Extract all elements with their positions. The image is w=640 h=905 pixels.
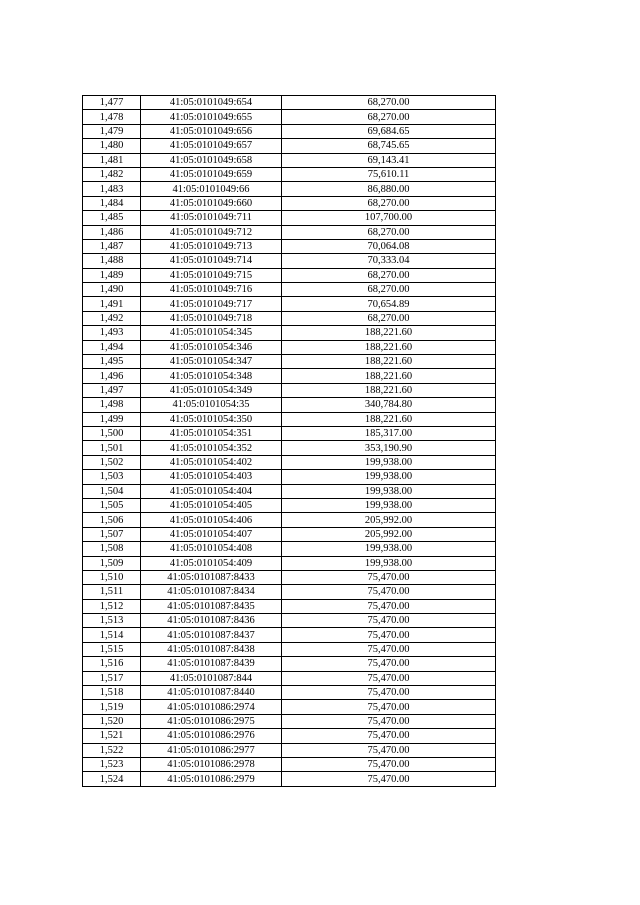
table-row <box>83 757 496 771</box>
value-cell: 205,992.00 <box>282 513 496 527</box>
cadastral-number-cell: 41:05:0101087:8437 <box>141 628 282 642</box>
cadastral-number-cell: 41:05:0101087:8436 <box>141 614 282 628</box>
value-cell: 199,938.00 <box>282 470 496 484</box>
value-cell: 75,470.00 <box>282 628 496 642</box>
row-number-cell: 1,512 <box>83 599 141 613</box>
value-cell: 75,470.00 <box>282 772 496 786</box>
cadastral-number-cell: 41:05:0101049:655 <box>141 110 282 124</box>
table-body <box>83 96 496 787</box>
table-row <box>83 182 496 196</box>
row-number-cell: 1,492 <box>83 311 141 325</box>
cadastral-number-cell: 41:05:0101087:8439 <box>141 657 282 671</box>
cadastral-number-cell: 41:05:0101049:714 <box>141 254 282 268</box>
value-cell: 188,221.60 <box>282 369 496 383</box>
cadastral-number-cell: 41:05:0101086:2976 <box>141 729 282 743</box>
value-cell: 75,470.00 <box>282 714 496 728</box>
table-row <box>83 513 496 527</box>
row-number-cell: 1,518 <box>83 686 141 700</box>
row-number-cell: 1,489 <box>83 268 141 282</box>
table-row <box>83 642 496 656</box>
cadastral-number-cell: 41:05:0101049:66 <box>141 182 282 196</box>
table-row <box>83 211 496 225</box>
table-row <box>83 196 496 210</box>
table-row <box>83 628 496 642</box>
cadastral-number-cell: 41:05:0101086:2977 <box>141 743 282 757</box>
table-row <box>83 714 496 728</box>
table-row <box>83 772 496 786</box>
value-cell: 75,470.00 <box>282 743 496 757</box>
table-row <box>83 700 496 714</box>
row-number-cell: 1,485 <box>83 211 141 225</box>
table-row <box>83 743 496 757</box>
table-row <box>83 657 496 671</box>
table-row <box>83 167 496 181</box>
cadastral-number-cell: 41:05:0101049:713 <box>141 239 282 253</box>
table-row <box>83 254 496 268</box>
row-number-cell: 1,491 <box>83 297 141 311</box>
value-cell: 68,270.00 <box>282 268 496 282</box>
row-number-cell: 1,509 <box>83 556 141 570</box>
value-cell: 199,938.00 <box>282 498 496 512</box>
table-row <box>83 369 496 383</box>
value-cell: 75,470.00 <box>282 757 496 771</box>
row-number-cell: 1,479 <box>83 124 141 138</box>
table-row <box>83 484 496 498</box>
row-number-cell: 1,486 <box>83 225 141 239</box>
table-row <box>83 110 496 124</box>
value-cell: 68,270.00 <box>282 196 496 210</box>
value-cell: 68,270.00 <box>282 283 496 297</box>
cadastral-number-cell: 41:05:0101087:8434 <box>141 585 282 599</box>
value-cell: 205,992.00 <box>282 527 496 541</box>
row-number-cell: 1,516 <box>83 657 141 671</box>
cadastral-number-cell: 41:05:0101086:2979 <box>141 772 282 786</box>
table-row <box>83 470 496 484</box>
value-cell: 75,470.00 <box>282 585 496 599</box>
value-cell: 69,684.65 <box>282 124 496 138</box>
table-row <box>83 383 496 397</box>
row-number-cell: 1,480 <box>83 139 141 153</box>
row-number-cell: 1,483 <box>83 182 141 196</box>
cadastral-number-cell: 41:05:0101054:352 <box>141 441 282 455</box>
table-row <box>83 412 496 426</box>
table-row <box>83 556 496 570</box>
cadastral-number-cell: 41:05:0101049:658 <box>141 153 282 167</box>
value-cell: 188,221.60 <box>282 326 496 340</box>
value-cell: 68,270.00 <box>282 311 496 325</box>
table-row <box>83 426 496 440</box>
cadastral-number-cell: 41:05:0101054:348 <box>141 369 282 383</box>
cadastral-number-cell: 41:05:0101054:404 <box>141 484 282 498</box>
cadastral-number-cell: 41:05:0101086:2974 <box>141 700 282 714</box>
row-number-cell: 1,503 <box>83 470 141 484</box>
cadastral-number-cell: 41:05:0101086:2978 <box>141 757 282 771</box>
row-number-cell: 1,493 <box>83 326 141 340</box>
value-cell: 340,784.80 <box>282 398 496 412</box>
cadastral-number-cell: 41:05:0101054:35 <box>141 398 282 412</box>
row-number-cell: 1,519 <box>83 700 141 714</box>
row-number-cell: 1,484 <box>83 196 141 210</box>
row-number-cell: 1,523 <box>83 757 141 771</box>
row-number-cell: 1,513 <box>83 614 141 628</box>
table-row <box>83 455 496 469</box>
value-cell: 188,221.60 <box>282 383 496 397</box>
value-cell: 70,064.08 <box>282 239 496 253</box>
table-row <box>83 398 496 412</box>
cadastral-value-table <box>82 95 496 787</box>
cadastral-number-cell: 41:05:0101049:660 <box>141 196 282 210</box>
cadastral-number-cell: 41:05:0101049:656 <box>141 124 282 138</box>
table-row <box>83 311 496 325</box>
cadastral-number-cell: 41:05:0101054:346 <box>141 340 282 354</box>
row-number-cell: 1,507 <box>83 527 141 541</box>
value-cell: 199,938.00 <box>282 484 496 498</box>
table-row <box>83 441 496 455</box>
cadastral-number-cell: 41:05:0101087:8435 <box>141 599 282 613</box>
table-row <box>83 585 496 599</box>
row-number-cell: 1,481 <box>83 153 141 167</box>
row-number-cell: 1,498 <box>83 398 141 412</box>
value-cell: 75,610.11 <box>282 167 496 181</box>
table-row <box>83 599 496 613</box>
row-number-cell: 1,477 <box>83 96 141 110</box>
row-number-cell: 1,510 <box>83 570 141 584</box>
table-row <box>83 124 496 138</box>
value-cell: 188,221.60 <box>282 412 496 426</box>
row-number-cell: 1,520 <box>83 714 141 728</box>
table-row <box>83 268 496 282</box>
table-row <box>83 542 496 556</box>
cadastral-number-cell: 41:05:0101054:351 <box>141 426 282 440</box>
row-number-cell: 1,494 <box>83 340 141 354</box>
value-cell: 185,317.00 <box>282 426 496 440</box>
cadastral-number-cell: 41:05:0101049:712 <box>141 225 282 239</box>
table-row <box>83 671 496 685</box>
table-row <box>83 297 496 311</box>
cadastral-number-cell: 41:05:0101049:716 <box>141 283 282 297</box>
table-row <box>83 614 496 628</box>
row-number-cell: 1,497 <box>83 383 141 397</box>
value-cell: 75,470.00 <box>282 614 496 628</box>
value-cell: 75,470.00 <box>282 599 496 613</box>
row-number-cell: 1,495 <box>83 355 141 369</box>
row-number-cell: 1,517 <box>83 671 141 685</box>
row-number-cell: 1,505 <box>83 498 141 512</box>
cadastral-number-cell: 41:05:0101054:350 <box>141 412 282 426</box>
row-number-cell: 1,506 <box>83 513 141 527</box>
table-row <box>83 225 496 239</box>
cadastral-number-cell: 41:05:0101054:403 <box>141 470 282 484</box>
value-cell: 75,470.00 <box>282 570 496 584</box>
table-row <box>83 139 496 153</box>
value-cell: 75,470.00 <box>282 657 496 671</box>
cadastral-number-cell: 41:05:0101054:349 <box>141 383 282 397</box>
value-cell: 68,270.00 <box>282 225 496 239</box>
row-number-cell: 1,478 <box>83 110 141 124</box>
cadastral-number-cell: 41:05:0101086:2975 <box>141 714 282 728</box>
cadastral-number-cell: 41:05:0101054:408 <box>141 542 282 556</box>
cadastral-number-cell: 41:05:0101054:345 <box>141 326 282 340</box>
value-cell: 68,270.00 <box>282 96 496 110</box>
cadastral-number-cell: 41:05:0101049:717 <box>141 297 282 311</box>
table-row <box>83 326 496 340</box>
cadastral-number-cell: 41:05:0101087:8438 <box>141 642 282 656</box>
value-cell: 199,938.00 <box>282 556 496 570</box>
row-number-cell: 1,487 <box>83 239 141 253</box>
value-cell: 68,745.65 <box>282 139 496 153</box>
table-row <box>83 355 496 369</box>
row-number-cell: 1,502 <box>83 455 141 469</box>
table-row <box>83 283 496 297</box>
table-row <box>83 96 496 110</box>
row-number-cell: 1,488 <box>83 254 141 268</box>
table-row <box>83 239 496 253</box>
table-row <box>83 527 496 541</box>
table-row <box>83 153 496 167</box>
row-number-cell: 1,490 <box>83 283 141 297</box>
row-number-cell: 1,524 <box>83 772 141 786</box>
cadastral-number-cell: 41:05:0101049:711 <box>141 211 282 225</box>
cadastral-number-cell: 41:05:0101049:659 <box>141 167 282 181</box>
table-row <box>83 570 496 584</box>
cadastral-number-cell: 41:05:0101049:657 <box>141 139 282 153</box>
value-cell: 70,654.89 <box>282 297 496 311</box>
row-number-cell: 1,499 <box>83 412 141 426</box>
row-number-cell: 1,504 <box>83 484 141 498</box>
row-number-cell: 1,522 <box>83 743 141 757</box>
value-cell: 86,880.00 <box>282 182 496 196</box>
value-cell: 75,470.00 <box>282 686 496 700</box>
cadastral-number-cell: 41:05:0101049:715 <box>141 268 282 282</box>
table-row <box>83 498 496 512</box>
row-number-cell: 1,482 <box>83 167 141 181</box>
value-cell: 69,143.41 <box>282 153 496 167</box>
row-number-cell: 1,521 <box>83 729 141 743</box>
row-number-cell: 1,511 <box>83 585 141 599</box>
cadastral-number-cell: 41:05:0101054:347 <box>141 355 282 369</box>
cadastral-number-cell: 41:05:0101087:844 <box>141 671 282 685</box>
value-cell: 199,938.00 <box>282 542 496 556</box>
table-row <box>83 729 496 743</box>
cadastral-number-cell: 41:05:0101087:8440 <box>141 686 282 700</box>
cadastral-number-cell: 41:05:0101049:654 <box>141 96 282 110</box>
row-number-cell: 1,500 <box>83 426 141 440</box>
value-cell: 107,700.00 <box>282 211 496 225</box>
row-number-cell: 1,501 <box>83 441 141 455</box>
row-number-cell: 1,515 <box>83 642 141 656</box>
row-number-cell: 1,514 <box>83 628 141 642</box>
value-cell: 75,470.00 <box>282 671 496 685</box>
value-cell: 188,221.60 <box>282 340 496 354</box>
value-cell: 75,470.00 <box>282 642 496 656</box>
value-cell: 75,470.00 <box>282 700 496 714</box>
cadastral-number-cell: 41:05:0101054:409 <box>141 556 282 570</box>
value-cell: 188,221.60 <box>282 355 496 369</box>
cadastral-number-cell: 41:05:0101054:407 <box>141 527 282 541</box>
value-cell: 353,190.90 <box>282 441 496 455</box>
cadastral-number-cell: 41:05:0101054:405 <box>141 498 282 512</box>
table-row <box>83 686 496 700</box>
value-cell: 68,270.00 <box>282 110 496 124</box>
cadastral-number-cell: 41:05:0101054:406 <box>141 513 282 527</box>
cadastral-number-cell: 41:05:0101049:718 <box>141 311 282 325</box>
cadastral-number-cell: 41:05:0101087:8433 <box>141 570 282 584</box>
value-cell: 70,333.04 <box>282 254 496 268</box>
value-cell: 75,470.00 <box>282 729 496 743</box>
value-cell: 199,938.00 <box>282 455 496 469</box>
cadastral-number-cell: 41:05:0101054:402 <box>141 455 282 469</box>
row-number-cell: 1,508 <box>83 542 141 556</box>
row-number-cell: 1,496 <box>83 369 141 383</box>
table-row <box>83 340 496 354</box>
